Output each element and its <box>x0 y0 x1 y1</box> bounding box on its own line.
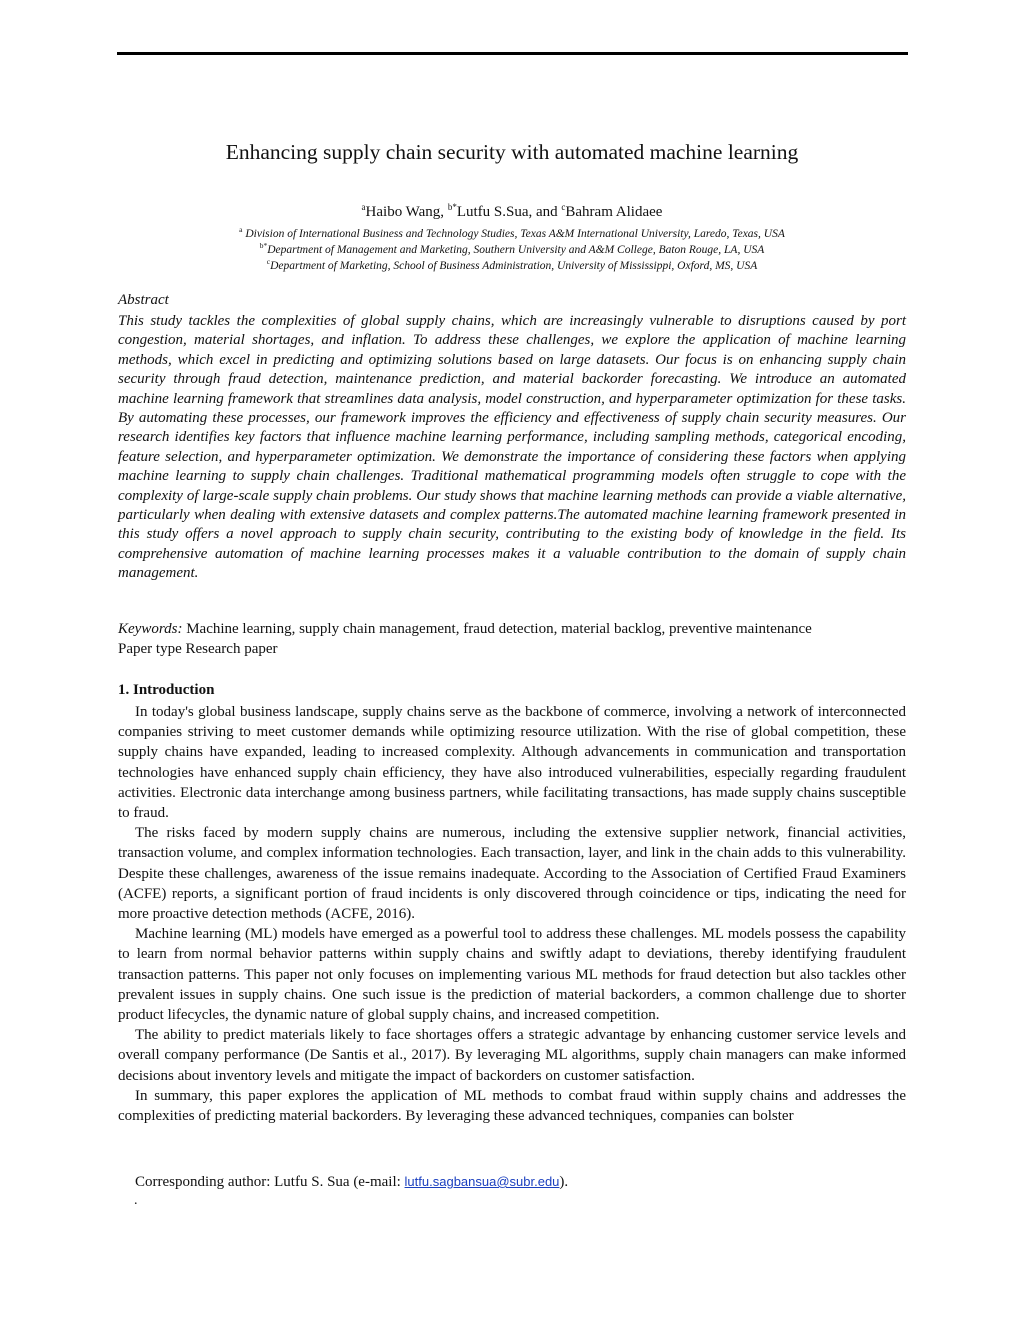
affiliation-text: Department of Management and Marketing, Southern University and A&M College, Baton Rouge, LA, USA <box>267 243 765 256</box>
keywords-text: Machine learning, supply chain management, fraud detection, material backlog, preventive maintenance <box>182 621 812 637</box>
affiliation-sup: b* <box>259 241 268 250</box>
paragraph: In today's global business landscape, supply chains serve as the backbone of commerce, involving a network of interconnected companies striving to meet customer demands while optimizing resource utilization. With the rise of global competition, these supply chains have expanded, leading to increased complexity. Although advancements in communication and transportation technologies have enhanced supply chain efficiency, they have also introduced vulnerabilities, especially regarding fraudulent activities. Electronic data interchange among business partners, while facilitating transactions, has made supply chains susceptible to fraud. <box>118 704 906 822</box>
keywords-label: Keywords: <box>118 621 183 637</box>
affiliation-text: Department of Marketing, School of Business Administration, University of Mississippi, Oxford, MS, USA <box>270 259 758 272</box>
author-name: Lutfu S.Sua, and <box>456 204 562 220</box>
abstract-heading: Abstract <box>118 292 169 308</box>
author-name: Haibo Wang, <box>365 204 448 220</box>
paper-type: Paper type Research paper <box>118 641 278 657</box>
affiliation <box>0 225 1024 240</box>
keywords-block <box>118 619 906 659</box>
affiliation-sup: a <box>239 225 243 234</box>
footnote-prefix: Corresponding author: Lutfu S. Sua (e-mail: <box>135 1174 405 1190</box>
footnote-suffix: ). <box>559 1174 569 1190</box>
section-heading: 1. Introduction <box>118 682 215 698</box>
affiliation <box>0 241 1024 256</box>
author-sup: c <box>561 202 566 212</box>
email-link[interactable]: lutfu.sagbansua@subr.edu <box>404 1174 560 1189</box>
paragraph: The risks faced by modern supply chains are numerous, including the extensive supplier network, financial activities, transaction volume, and complex information technologies. Each transaction, layer, and link in the chain adds to this vulnerability. Despite these challenges, awareness of the issue remains inadequate. According to the Association of Certified Fraud Examiners (ACFE) reports, a significant portion of fraud incidents is only discovered through coincidence or tips, indicating the need for more proactive detection methods (ACFE, 2016). <box>118 825 906 923</box>
author-sup: b* <box>447 202 457 212</box>
paragraph: In summary, this paper explores the application of ML methods to combat fraud within supply chains and addresses the complexities of predicting material backorders. By leveraging these advanced techniques, companies can bolster <box>118 1087 906 1125</box>
paragraph: The ability to predict materials likely to face shortages offers a strategic advantage by enhancing customer service levels and overall company performance (De Santis et al., 2017). By leveraging ML algorithms, supply chain managers can make informed decisions about inventory levels and mitigate the impact of backorders on customer satisfaction. <box>118 1027 906 1084</box>
paragraph: Machine learning (ML) models have emerged as a powerful tool to address these challenges. ML models possess the capability to learn from normal behavior patterns within supply chains and swiftly adapt to deviations, thereby identifying fraudulent transaction patterns. This paper not only focuses on implementing various ML methods for fraud detection but also tackles other prevalent issues in supply chains. One such issue is the prediction of material backorders, a common challenge due to shorter product lifecycles, the dynamic nature of global supply chains, and increased competition. <box>118 926 906 1024</box>
author-sup: a <box>361 202 366 212</box>
abstract-body: This study tackles the complexities of global supply chains, which are increasingly vulnerable to disruptions caused by port congestion, material shortages, and inflation. To address these challenges, we explore the application of machine learning methods, which excel in predicting and optimizing solutions based on large datasets. Our focus is on enhancing supply chain security through fraud detection, maintenance prediction, and material backorder forecasting. We introduce an automated machine learning framework that streamlines data analysis, model construction, and hyperparameter optimization for these tasks. By automating these processes, our framework improves the efficiency and effectiveness of supply chain security measures. Our research identifies key factors that influence machine learning performance, including sampling methods, categorical encoding, feature selection, and hyperparameter optimization. We demonstrate the importance of considering these factors when applying machine learning to supply chain challenges. Traditional mathematical programming models often struggle to cope with the complexity of large-scale supply chain problems. Our study shows that machine learning methods can provide a viable alternative, particularly when dealing with extensive datasets and complex patterns.The automated machine learning framework presented in this study offers a novel approach to supply chain security, contributing to the existing body of knowledge in the field. Its comprehensive automation of machine learning processes makes it a valuable contribution to the domain of supply chain management. <box>118 313 906 582</box>
author-name: Bahram Alidaee <box>565 204 663 220</box>
corresponding-author-footnote <box>135 1174 568 1191</box>
author-line <box>0 202 1024 221</box>
footnote-dot: . <box>134 1193 138 1208</box>
paper-title: Enhancing supply chain security with automated machine learning <box>225 140 799 164</box>
header-rule <box>117 52 908 55</box>
keywords-line <box>118 619 906 639</box>
affiliation <box>0 257 1024 272</box>
affiliation-text: Division of International Business and Technology Studies, Texas A&M International University, Laredo, Texas, USA <box>242 227 785 240</box>
intro-body <box>118 702 906 1126</box>
affiliation-sup: c <box>266 257 271 266</box>
